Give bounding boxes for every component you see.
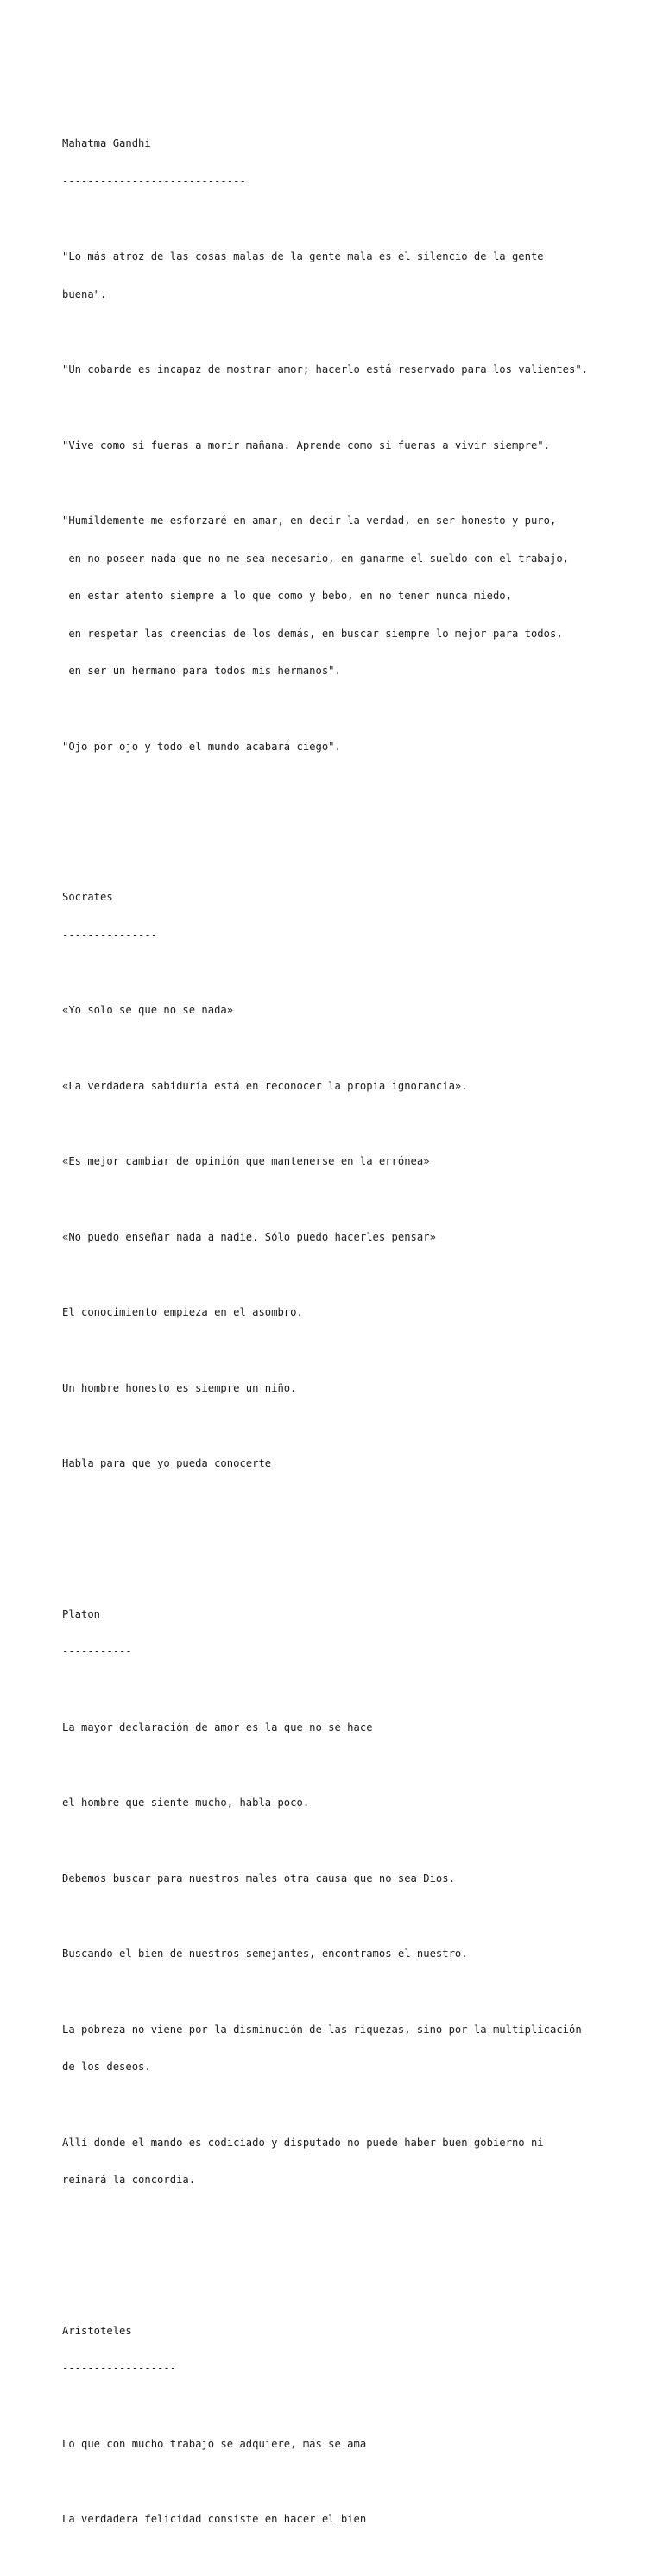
- quote-line: el hombre que siente mucho, habla poco.: [62, 1796, 310, 1809]
- quote-line: "Vive como si fueras a morir mañana. Aprende como si fueras a vivir siempre".: [62, 439, 550, 451]
- section-heading: Socrates: [62, 891, 113, 903]
- section-gandhi: [62, 112, 615, 816]
- quote-line: La mayor declaración de amor es la que no se hace: [62, 1720, 373, 1733]
- quote-line: en respetar las creencias de los demás, en buscar siempre lo mejor para todos,: [62, 627, 563, 640]
- quote-line: «Es mejor cambiar de opinión que mantenerse en la errónea»: [62, 1155, 430, 1167]
- quote-line: Buscando el bien de nuestros semejantes, encontramos el nuestro.: [62, 1948, 468, 1960]
- section-aristoteles: [62, 2300, 615, 2551]
- quote-line: "Humildemente me esforzaré en amar, en decir la verdad, en ser honesto y puro,: [62, 515, 557, 527]
- quote-line: Lo que con mucho trabajo se adquiere, más se ama: [62, 2437, 367, 2450]
- quote-line: El conocimiento empieza en el asombro.: [62, 1306, 303, 1318]
- section-socrates: [62, 866, 615, 1533]
- quote-line: La verdadera felicidad consiste en hacer el bien: [62, 2513, 367, 2525]
- quote-line: Un hombre honesto es siempre un niño.: [62, 1381, 297, 1394]
- section-heading: Platon: [62, 1607, 101, 1620]
- quote-line: buena".: [62, 287, 107, 300]
- quote-line: "Lo más atroz de las cosas malas de la gente mala es el silencio de la gente: [62, 250, 544, 262]
- quote-line: La pobreza no viene por la disminución de las riquezas, sino por la multiplicación: [62, 2023, 582, 2036]
- section-heading: Mahatma Gandhi: [62, 137, 151, 149]
- quote-line: "Ojo por ojo y todo el mundo acabará ciego".: [62, 740, 341, 753]
- heading-underline: ------------------: [62, 2362, 177, 2374]
- quote-line: en no poseer nada que no me sea necesario, en ganarme el sueldo con el trabajo,: [62, 552, 569, 565]
- quote-line: "Un cobarde es incapaz de mostrar amor; hacerlo está reservado para los valientes".: [62, 363, 589, 376]
- section-platon: [62, 1583, 615, 2250]
- quote-line: de los deseos.: [62, 2061, 151, 2073]
- quote-line: Allí donde el mando es codiciado y disputado no puede haber buen gobierno ni: [62, 2136, 544, 2149]
- quote-line: reinará la concordia.: [62, 2174, 196, 2186]
- section-heading: Aristoteles: [62, 2324, 132, 2337]
- quote-line: Debemos buscar para nuestros males otra causa que no sea Dios.: [62, 1872, 455, 1885]
- heading-underline: -----------: [62, 1645, 132, 1657]
- quote-line: «No puedo enseñar nada a nadie. Sólo puedo hacerles pensar»: [62, 1230, 436, 1243]
- quote-line: «Yo solo se que no se nada»: [62, 1004, 234, 1016]
- quote-line: en ser un hermano para todos mis hermanos".: [62, 665, 341, 677]
- heading-underline: ---------------: [62, 928, 158, 941]
- heading-underline: -----------------------------: [62, 174, 246, 187]
- document-page: [62, 62, 615, 2576]
- quote-line: en estar atento siempre a lo que como y bebo, en no tener nunca miedo,: [62, 590, 512, 602]
- quote-line: «La verdadera sabiduría está en reconocer la propia ignorancia».: [62, 1079, 468, 1092]
- quote-line: Habla para que yo pueda conocerte: [62, 1457, 272, 1469]
